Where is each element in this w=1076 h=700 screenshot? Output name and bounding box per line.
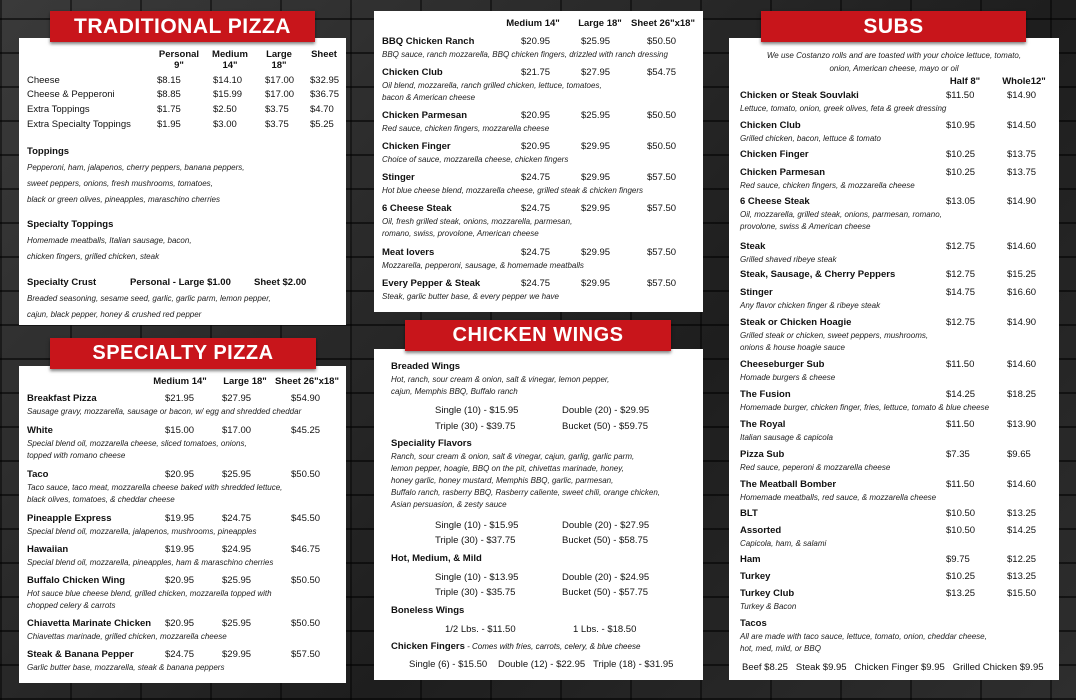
text-line: honey garlic, honey mustard, Memphis BBQ, garlic, parmesan, <box>391 476 614 485</box>
menu-item-price: $13.90 <box>1007 419 1037 430</box>
fingers-single: Single (6) - $15.50 <box>409 659 488 670</box>
menu-item-price: $14.50 <box>1007 120 1037 131</box>
menu-item-price: $16.60 <box>1007 287 1037 298</box>
menu-item-price: $57.50 <box>291 649 321 660</box>
menu-item-price: $15.50 <box>1007 588 1037 599</box>
chicken-wings-banner <box>405 320 671 351</box>
description-line: Special blend oil, mozzarella, pineapples, ham & maraschino cherries <box>27 558 274 567</box>
description-line: Oil, mozzarella, grilled steak, onions, parmesan, romano, <box>740 210 942 219</box>
menu-item-price: $10.50 <box>946 508 976 519</box>
trad-row-name: Cheese & Pepperoni <box>27 89 115 100</box>
menu-item-price: $14.60 <box>1007 241 1037 252</box>
menu-item-name: The Royal <box>740 419 786 430</box>
menu-item-price: $24.75 <box>165 649 195 660</box>
trad-row-price: $1.95 <box>157 119 181 130</box>
boneless-half: 1/2 Lbs. - $11.50 <box>445 624 516 635</box>
breaded-single: Single (10) - $15.95 <box>435 405 519 416</box>
menu-item-description <box>382 49 700 61</box>
menu-item-name: Chicken or Steak Souvlaki <box>740 90 859 101</box>
breaded-wings-title: Breaded Wings <box>391 361 461 372</box>
menu-item-name: Chicken Club <box>740 120 801 131</box>
menu-item-description <box>740 103 1058 115</box>
menu-item-price: $11.50 <box>946 479 975 490</box>
menu-item-price: $29.95 <box>581 141 611 152</box>
header-medium-text: Medium 14" <box>212 49 248 71</box>
speciality-flavors-list <box>391 451 660 511</box>
menu-item-price: $9.65 <box>1007 449 1031 460</box>
menu-item-price: $13.25 <box>1007 571 1037 582</box>
header-large <box>256 49 302 71</box>
menu-item-price: $14.75 <box>946 287 976 298</box>
hot-triple: Triple (30) - $35.75 <box>435 587 516 598</box>
header-sheet <box>304 49 344 60</box>
menu-item-price: $10.25 <box>946 167 976 178</box>
menu-item-description <box>382 154 700 166</box>
menu-item-price: $20.95 <box>521 110 551 121</box>
description-line: bacon & American cheese <box>382 93 476 102</box>
menu-item-price: $50.50 <box>647 110 677 121</box>
menu-item-price: $10.25 <box>946 149 976 160</box>
menu-item-price: $20.95 <box>165 469 195 480</box>
menu-item-name: The Meatball Bomber <box>740 479 837 490</box>
chicken-wings-panel <box>374 349 703 680</box>
menu-item-name: Pizza Sub <box>740 449 785 460</box>
trad-row-price: $2.50 <box>213 104 237 115</box>
mid-header-large: Large 18" <box>578 18 622 29</box>
text-line: onion, American cheese, mayo or oil <box>829 64 959 73</box>
boneless-full: 1 Lbs. - $18.50 <box>573 624 637 635</box>
toppings-list <box>27 160 244 208</box>
trad-row-price: $17.00 <box>265 89 295 100</box>
menu-item-name: Buffalo Chicken Wing <box>27 575 126 586</box>
description-line: Homade burgers & cheese <box>740 373 836 382</box>
trad-row-price: $3.00 <box>213 119 237 130</box>
menu-item-price: $9.75 <box>946 554 970 565</box>
fingers-double: Double (12) - $22.95 <box>498 659 586 670</box>
menu-item-name: Steak <box>740 241 766 252</box>
menu-item-price: $12.75 <box>946 269 976 280</box>
menu-item-price: $54.90 <box>291 393 321 404</box>
speciality-triple: Triple (30) - $37.75 <box>435 535 516 546</box>
trad-row-price: $8.85 <box>157 89 181 100</box>
menu-item-name: Steak & Banana Pepper <box>27 649 134 660</box>
menu-item-price: $14.60 <box>1007 479 1037 490</box>
description-line: Homemade meatballs, red sauce, & mozzarella cheese <box>740 493 937 502</box>
menu-item-description <box>27 406 343 418</box>
menu-item-description <box>382 80 700 104</box>
menu-item-price: $29.95 <box>581 247 611 258</box>
sp-header-large: Large 18" <box>223 376 267 387</box>
menu-item-description <box>740 372 1058 384</box>
description-line: onions & house hoagie sauce <box>740 343 845 352</box>
menu-item-name: Steak, Sausage, & Cherry Peppers <box>740 269 896 280</box>
menu-item-name: Meat lovers <box>382 247 435 258</box>
menu-item-price: $11.50 <box>946 90 975 101</box>
menu-item-name: Chicken Club <box>382 67 443 78</box>
menu-item-name: Chicken Finger <box>740 149 809 160</box>
menu-item-name: Chicken Finger <box>382 141 451 152</box>
description-line: Lettuce, tomato, onion, greek olives, feta & greek dressing <box>740 104 947 113</box>
description-line: Italian sausage & capicola <box>740 433 833 442</box>
menu-item-price: $20.95 <box>165 575 195 586</box>
menu-item-price: $10.25 <box>946 571 976 582</box>
menu-item-description <box>740 300 1058 312</box>
menu-item-price: $13.75 <box>1007 167 1037 178</box>
menu-item-description <box>740 402 1058 414</box>
menu-item-price: $19.95 <box>165 544 195 555</box>
boneless-wings-title: Boneless Wings <box>391 605 465 616</box>
description-line: Hot blue cheese blend, mozzarella cheese, grilled steak & chicken fingers <box>382 186 644 195</box>
specialty-pizza-panel <box>19 366 346 683</box>
menu-item-price: $14.90 <box>1007 196 1037 207</box>
menu-item-price: $24.95 <box>222 544 252 555</box>
text-line: chicken fingers, grilled chicken, steak <box>27 252 160 261</box>
menu-item-name: Ham <box>740 554 761 565</box>
menu-item-name: Stinger <box>740 287 773 298</box>
trad-row-price: $14.10 <box>213 75 243 86</box>
description-line: Grilled shaved ribeye steak <box>740 255 837 264</box>
menu-item-description <box>740 462 1058 474</box>
menu-item-description <box>740 330 1058 354</box>
description-line: Oil blend, mozzarella, ranch grilled chicken, lettuce, tomatoes, <box>382 81 602 90</box>
menu-item-price: $45.50 <box>291 513 321 524</box>
text-line: Pepperoni, ham, jalapenos, cherry peppers, banana peppers, <box>27 163 245 172</box>
menu-item-price: $21.95 <box>165 393 195 404</box>
menu-item-description <box>27 557 343 569</box>
menu-item-description <box>740 601 1058 613</box>
trad-row-price: $17.00 <box>265 75 295 86</box>
trad-row-price: $36.75 <box>310 89 340 100</box>
menu-item-description <box>740 538 1058 550</box>
trad-row-price: $4.70 <box>310 104 334 115</box>
menu-item-name: White <box>27 425 53 436</box>
speciality-flavors-title: Speciality Flavors <box>391 438 472 449</box>
menu-item-price: $12.75 <box>946 241 976 252</box>
description-line: Sausage gravy, mozzarella, sausage or bacon, w/ egg and shredded cheddar <box>27 407 302 416</box>
traditional-pizza-title: TRADITIONAL PIZZA <box>74 15 291 38</box>
breaded-double: Double (20) - $29.95 <box>562 405 650 416</box>
subs-title: SUBS <box>863 15 924 38</box>
menu-item-name: The Fusion <box>740 389 791 400</box>
menu-item-name: BBQ Chicken Ranch <box>382 36 475 47</box>
description-line: Red sauce, peperoni & mozzarella cheese <box>740 463 891 472</box>
text-line: lemon pepper, hoagie, BBQ on the pit, chivettas marinade, honey, <box>391 464 624 473</box>
menu-item-price: $50.50 <box>291 575 321 586</box>
menu-item-price: $50.50 <box>647 36 677 47</box>
speciality-bucket: Bucket (50) - $58.75 <box>562 535 649 546</box>
menu-item-price: $14.25 <box>946 389 976 400</box>
speciality-double: Double (20) - $27.95 <box>562 520 650 531</box>
chicken-fingers-title: Chicken Fingers <box>391 641 465 652</box>
subs-panel <box>729 38 1059 680</box>
menu-item-price: $57.50 <box>647 203 677 214</box>
menu-item-price: $24.75 <box>222 513 252 524</box>
menu-item-price: $14.90 <box>1007 317 1037 328</box>
breaded-triple: Triple (30) - $39.75 <box>435 421 516 432</box>
menu-item-price: $25.95 <box>222 469 252 480</box>
menu-item-price: $13.05 <box>946 196 976 207</box>
menu-item-price: $20.95 <box>165 618 195 629</box>
menu-item-price: $11.50 <box>946 359 975 370</box>
menu-item-description <box>382 291 700 303</box>
menu-item-description <box>27 482 343 506</box>
menu-item-name: 6 Cheese Steak <box>382 203 452 214</box>
description-line: Turkey & Bacon <box>740 602 797 611</box>
header-personal-text: Personal 9" <box>158 49 200 71</box>
menu-item-price: $19.95 <box>165 513 195 524</box>
description-line: Mozzarella, pepperoni, sausage, & homemade meatballs <box>382 261 584 270</box>
trad-row-price: $3.75 <box>265 119 289 130</box>
menu-item-price: $7.35 <box>946 449 970 460</box>
text-line: We use Costanzo rolls and are toasted with your choice lettuce, tomato, <box>766 51 1022 60</box>
menu-item-price: $15.00 <box>165 425 195 436</box>
menu-item-price: $54.75 <box>647 67 677 78</box>
menu-item-description <box>740 631 1058 655</box>
menu-item-name: Assorted <box>740 525 782 536</box>
description-line: topped with romano cheese <box>27 451 126 460</box>
menu-item-price: $50.50 <box>647 141 677 152</box>
menu-item-price: $24.75 <box>521 172 551 183</box>
menu-item-price: $17.00 <box>222 425 252 436</box>
menu-item-price: $46.75 <box>291 544 321 555</box>
specialty-pizza-title: SPECIALTY PIZZA <box>92 342 274 364</box>
menu-item-price: $20.95 <box>521 36 551 47</box>
header-medium <box>207 49 253 71</box>
menu-item-price: $20.95 <box>521 141 551 152</box>
trad-row-name: Cheese <box>27 75 60 86</box>
menu-item-description <box>740 180 1058 192</box>
breaded-wings-flavors <box>391 374 609 398</box>
description-line: Homemade burger, chicken finger, fries, lettuce, tomato & blue cheese <box>740 403 990 412</box>
mid-header-medium: Medium 14" <box>506 18 560 29</box>
menu-item-price: $24.75 <box>521 278 551 289</box>
trad-row-name: Extra Specialty Toppings <box>27 119 131 130</box>
menu-item-name: Stinger <box>382 172 415 183</box>
menu-item-name: 6 Cheese Steak <box>740 196 810 207</box>
trad-row-price: $5.25 <box>310 119 334 130</box>
description-line: Oil, fresh grilled steak, onions, mozzarella, parmesan, <box>382 217 573 226</box>
menu-item-price: $25.95 <box>222 618 252 629</box>
menu-item-name: Turkey Club <box>740 588 795 599</box>
specialty-pizza-banner <box>50 338 316 369</box>
trad-row-price: $8.15 <box>157 75 181 86</box>
chicken-fingers-line <box>391 641 640 652</box>
description-line: hot, med, mild, or BBQ <box>740 644 821 653</box>
menu-item-name: Taco <box>27 469 49 480</box>
menu-item-price: $12.25 <box>1007 554 1037 565</box>
description-line: provolone, swiss & American cheese <box>740 222 871 231</box>
mid-header-sheet: Sheet 26"x18" <box>631 18 695 29</box>
menu-item-price: $57.50 <box>647 278 677 289</box>
description-line: Capicola, ham, & salami <box>740 539 827 548</box>
specialty-crust-title: Specialty Crust <box>27 277 97 288</box>
description-line: chopped celery & carrots <box>27 601 116 610</box>
traditional-pizza-banner <box>50 11 315 42</box>
speciality-single: Single (10) - $15.95 <box>435 520 519 531</box>
description-line: Chiavettas marinade, grilled chicken, mozzarella cheese <box>27 632 227 641</box>
trad-row-name: Extra Toppings <box>27 104 90 115</box>
menu-item-price: $29.95 <box>581 172 611 183</box>
subs-header-whole: Whole12" <box>1002 76 1046 87</box>
menu-item-price: $25.95 <box>581 36 611 47</box>
menu-item-price: $13.25 <box>946 588 976 599</box>
hot-double: Double (20) - $24.95 <box>562 572 650 583</box>
menu-item-name: Turkey <box>740 571 771 582</box>
chicken-fingers-note: - Comes with fries, carrots, celery, & blue cheese <box>464 642 641 651</box>
description-line: Taco sauce, taco meat, mozzarella cheese baked with shredded lettuce, <box>27 483 283 492</box>
description-line: romano, swiss, provolone, American cheese <box>382 229 539 238</box>
menu-item-price: $50.50 <box>291 469 321 480</box>
menu-item-name: Steak or Chicken Hoagie <box>740 317 852 328</box>
menu-item-price: $29.95 <box>581 278 611 289</box>
menu-item-price: $12.75 <box>946 317 976 328</box>
subs-header-half: Half 8" <box>949 76 981 87</box>
menu-item-name: Tacos <box>740 618 767 629</box>
menu-item-price: $57.50 <box>647 172 677 183</box>
menu-item-name: Breakfast Pizza <box>27 393 97 404</box>
menu-item-price: $50.50 <box>291 618 321 629</box>
trad-row-price: $1.75 <box>157 104 181 115</box>
header-sheet-text: Sheet <box>311 49 337 60</box>
menu-item-price: $10.50 <box>946 525 976 536</box>
description-line: Special blend oil, mozzarella, jalapenos, mushrooms, pineapples <box>27 527 257 536</box>
header-large-text: Large 18" <box>266 49 292 71</box>
description-line: Steak, garlic butter base, & every pepper we have <box>382 292 559 301</box>
crust-sheet-price: Sheet $2.00 <box>254 277 307 288</box>
menu-item-price: $57.50 <box>647 247 677 258</box>
menu-item-description <box>740 432 1058 444</box>
menu-item-description <box>382 123 700 135</box>
menu-item-price: $21.75 <box>521 67 551 78</box>
sp-header-sheet: Sheet 26"x18" <box>275 376 339 387</box>
menu-item-price: $29.95 <box>222 649 252 660</box>
specialty-toppings-title: Specialty Toppings <box>27 219 114 230</box>
menu-item-name: Cheeseburger Sub <box>740 359 825 370</box>
menu-item-price: $25.95 <box>581 110 611 121</box>
menu-item-price: $18.25 <box>1007 389 1037 400</box>
menu-item-description <box>27 438 343 462</box>
menu-item-price: $45.25 <box>291 425 321 436</box>
description-line: BBQ sauce, ranch mozzarella, BBQ chicken fingers, drizzled with ranch dressing <box>382 50 668 59</box>
text-line: Breaded seasoning, sesame seed, garlic, garlic parm, lemon pepper, <box>27 294 271 303</box>
description-line: Choice of sauce, mozzarella cheese, chicken fingers <box>382 155 569 164</box>
header-personal <box>153 49 205 71</box>
menu-item-price: $13.25 <box>1007 508 1037 519</box>
menu-item-name: Chicken Parmesan <box>382 110 468 121</box>
text-line: sweet peppers, onions, fresh mushrooms, tomatoes, <box>27 179 213 188</box>
specialty-pizza-cont-panel <box>374 11 703 312</box>
text-line: cajun, black pepper, honey & crushed red pepper <box>27 310 202 319</box>
menu-item-price: $24.75 <box>521 203 551 214</box>
fingers-triple: Triple (18) - $31.95 <box>593 659 674 670</box>
menu-item-price: $13.75 <box>1007 149 1037 160</box>
menu-item-description <box>740 209 1058 233</box>
menu-item-description <box>27 631 343 643</box>
text-line: Ranch, sour cream & onion, salt & vinegar, cajun, garlig, garlic parm, <box>391 452 635 461</box>
menu-item-description <box>382 216 700 240</box>
description-line: All are made with taco sauce, lettuce, tomato, onion, cheddar cheese, <box>740 632 987 641</box>
description-line: Any flavor chicken finger & ribeye steak <box>740 301 881 310</box>
hot-bucket: Bucket (50) - $57.75 <box>562 587 649 598</box>
menu-item-description <box>27 662 343 674</box>
menu-item-name: Every Pepper & Steak <box>382 278 481 289</box>
menu-item-name: Hawaiian <box>27 544 69 555</box>
menu-item-description <box>740 133 1058 145</box>
trad-row-price: $3.75 <box>265 104 289 115</box>
description-line: Red sauce, chicken fingers, & mozzarella cheese <box>740 181 915 190</box>
chicken-wings-title: CHICKEN WINGS <box>452 324 624 346</box>
text-line: cajun, Memphis BBQ, Buffalo ranch <box>391 387 518 396</box>
menu-item-name: Chicken Parmesan <box>740 167 826 178</box>
menu-item-price: $10.95 <box>946 120 976 131</box>
specialty-toppings-list <box>27 233 192 265</box>
menu-item-description <box>740 492 1058 504</box>
crust-list <box>27 291 271 323</box>
traditional-pizza-panel <box>19 38 346 325</box>
menu-item-name: Chiavetta Marinate Chicken <box>27 618 152 629</box>
subs-intro <box>729 49 1059 75</box>
menu-item-description <box>27 526 343 538</box>
menu-item-price: $27.95 <box>581 67 611 78</box>
menu-item-price: $15.25 <box>1007 269 1037 280</box>
description-line: Special blend oil, mozzarella cheese, sliced tomatoes, onions, <box>27 439 247 448</box>
menu-item-description <box>382 185 700 197</box>
trad-row-price: $32.95 <box>310 75 340 86</box>
hot-single: Single (10) - $13.95 <box>435 572 519 583</box>
menu-item-price: $14.90 <box>1007 90 1037 101</box>
description-line: Hot sauce blue cheese blend, grilled chicken, mozzarella topped with <box>27 589 272 598</box>
menu-item-price: $29.95 <box>581 203 611 214</box>
menu-item-price: $14.60 <box>1007 359 1037 370</box>
description-line: Red sauce, chicken fingers, mozzarella cheese <box>382 124 550 133</box>
menu-item-description <box>382 260 700 272</box>
crust-personal-price: Personal - Large $1.00 <box>130 277 231 288</box>
menu-item-price: $14.25 <box>1007 525 1037 536</box>
text-line: Homemade meatballs, Italian sausage, bacon, <box>27 236 192 245</box>
taco-prices: Beef $8.25 Steak $9.95 Chicken Finger $9.95 Grilled Chicken $9.95 <box>742 662 1044 673</box>
menu-item-price: $11.50 <box>946 419 975 430</box>
menu-item-name: BLT <box>740 508 758 519</box>
menu-item-price: $27.95 <box>222 393 252 404</box>
text-line: Hot, ranch, sour cream & onion, salt & vinegar, lemon pepper, <box>391 375 610 384</box>
menu-item-name: Pineapple Express <box>27 513 112 524</box>
text-line: black or green olives, pineapples, maraschino cherries <box>27 195 220 204</box>
description-line: Garlic butter base, mozzarella, steak & banana peppers <box>27 663 225 672</box>
hot-medium-mild-title: Hot, Medium, & Mild <box>391 553 482 564</box>
text-line: Buffalo ranch, rasberry BBQ, Rasberry caliente, sweet chili, orange chicken, <box>391 488 661 497</box>
description-line: Grilled steak or chicken, sweet peppers, mushrooms, <box>740 331 929 340</box>
sp-header-medium: Medium 14" <box>153 376 207 387</box>
menu-item-description <box>740 254 1058 266</box>
subs-banner <box>761 11 1026 42</box>
description-line: Grilled chicken, bacon, lettuce & tomato <box>740 134 881 143</box>
menu-item-price: $24.75 <box>521 247 551 258</box>
breaded-bucket: Bucket (50) - $59.75 <box>562 421 649 432</box>
toppings-title: Toppings <box>27 146 70 157</box>
trad-row-price: $15.99 <box>213 89 243 100</box>
menu-item-price: $25.95 <box>222 575 252 586</box>
description-line: black olives, tomatoes, & cheddar cheese <box>27 495 175 504</box>
text-line: Asian persuasion, & zesty sauce <box>391 500 507 509</box>
menu-item-description <box>27 588 343 612</box>
